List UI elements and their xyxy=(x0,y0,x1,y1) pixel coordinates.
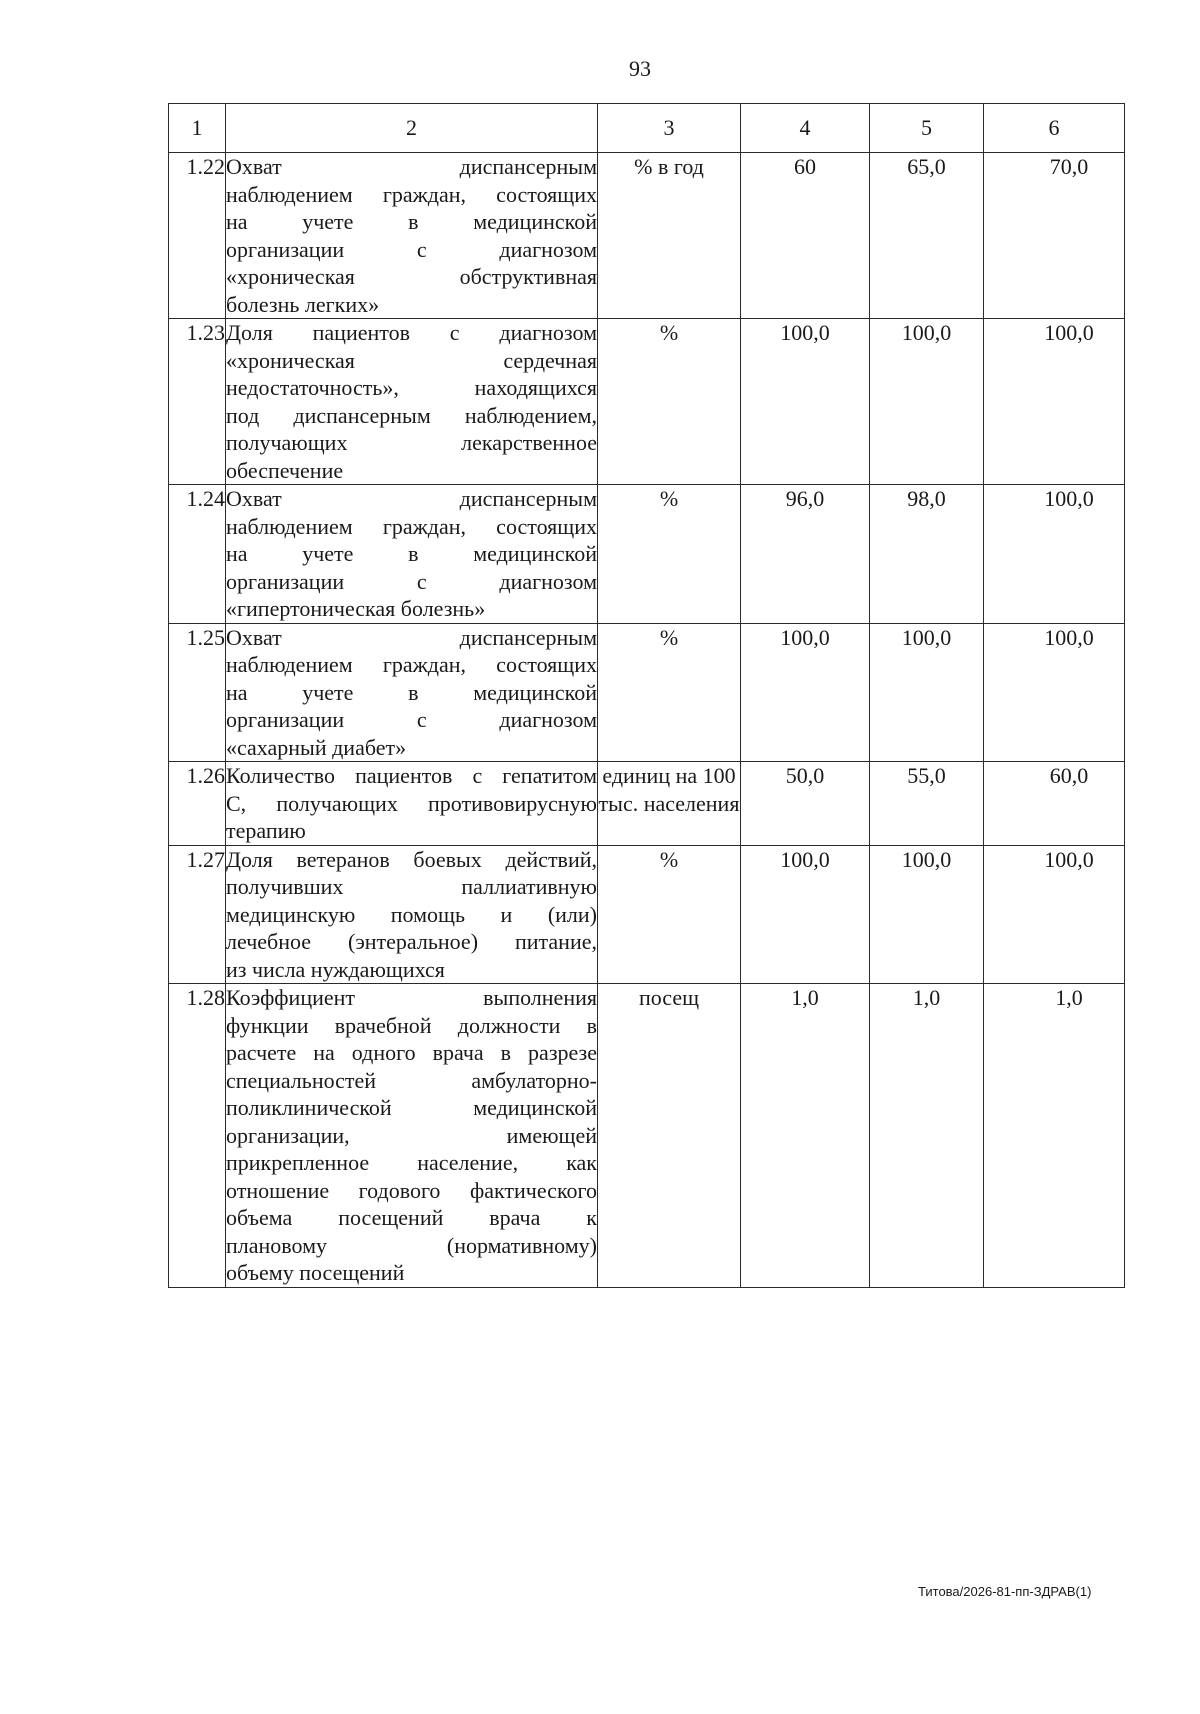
indicator-name-line: на учете в медицинской xyxy=(226,209,597,234)
row-number: 1.22 xyxy=(169,153,226,319)
unit-of-measure: % в год xyxy=(598,153,741,319)
indicator-name-line: наблюдением граждан, состоящих xyxy=(226,513,597,539)
indicator-name-line: Коэффициент выполнения xyxy=(226,985,597,1010)
table-row xyxy=(169,485,1125,624)
row-number: 1.25 xyxy=(169,623,226,762)
indicator-name-line: специальностей амбулаторно- xyxy=(226,1067,597,1093)
value-v4: 100,0 xyxy=(741,319,870,485)
indicator-name-line: Охват диспансерным xyxy=(226,154,597,179)
page-number: 93 xyxy=(629,56,651,81)
indicator-name-line: поликлинической медицинской xyxy=(226,1095,597,1120)
indicator-name-line: «хроническая сердечная xyxy=(226,347,597,373)
indicator-name-line: прикрепленное население, как xyxy=(226,1150,597,1175)
indicator-name-line: Количество пациентов с гепатитом xyxy=(226,763,597,788)
indicator-name-line: расчете на одного врача в разрезе xyxy=(226,1040,597,1065)
row-number: 1.23 xyxy=(169,319,226,485)
unit-of-measure: единиц на 100 тыс. населения xyxy=(598,762,741,846)
header-cell: 5 xyxy=(870,104,984,153)
indicator-name-line: «сахарный диабет» xyxy=(226,734,407,760)
header-cell: 1 xyxy=(169,104,226,153)
table-row xyxy=(169,845,1125,984)
indicator-name-line: болезнь легких» xyxy=(226,291,380,317)
value-v5: 100,0 xyxy=(870,623,984,762)
indicator-name xyxy=(226,319,598,485)
indicator-name-line: Охват диспансерным xyxy=(226,624,597,650)
unit-of-measure: % xyxy=(598,623,741,762)
indicator-name-line: получающих лекарственное xyxy=(226,430,597,455)
value-v4: 50,0 xyxy=(741,762,870,846)
indicator-name-line: «гипертоническая болезнь» xyxy=(226,596,486,621)
value-v5: 1,0 xyxy=(870,984,984,1288)
value-v5: 100,0 xyxy=(870,845,984,984)
indicator-name xyxy=(226,762,598,846)
value-v4: 100,0 xyxy=(741,623,870,762)
value-v6: 1,0 xyxy=(984,984,1125,1288)
table-row xyxy=(169,762,1125,846)
indicator-name-line: С, получающих противовирусную xyxy=(226,790,597,816)
table-row xyxy=(169,984,1125,1288)
indicator-name-line: на учете в медицинской xyxy=(226,679,597,705)
row-number: 1.27 xyxy=(169,845,226,984)
unit-of-measure: % xyxy=(598,319,741,485)
indicator-name xyxy=(226,485,598,624)
value-v6: 100,0 xyxy=(984,319,1125,485)
indicator-name-line: плановому (нормативному) xyxy=(226,1232,597,1258)
indicator-name-line: из числа нуждающихся xyxy=(226,956,445,982)
indicator-name-line: Доля ветеранов боевых действий, xyxy=(226,846,597,872)
indicator-name-line: отношение годового фактического xyxy=(226,1177,597,1203)
table-row xyxy=(169,623,1125,762)
value-v5: 55,0 xyxy=(870,762,984,846)
indicator-name-line: обеспечение xyxy=(226,457,344,483)
unit-of-measure: % xyxy=(598,845,741,984)
value-v6: 100,0 xyxy=(984,623,1125,762)
indicator-name-line: наблюдением граждан, состоящих xyxy=(226,181,597,207)
indicator-name-line: терапию xyxy=(226,818,306,843)
indicator-name xyxy=(226,984,598,1288)
value-v4: 100,0 xyxy=(741,845,870,984)
indicator-name-line: медицинскую помощь и (или) xyxy=(226,901,597,927)
indicator-name xyxy=(226,153,598,319)
value-v4: 96,0 xyxy=(741,485,870,624)
header-cell: 2 xyxy=(226,104,598,153)
indicator-name-line: лечебное (энтеральное) питание, xyxy=(226,929,597,954)
header-cell: 4 xyxy=(741,104,870,153)
value-v5: 98,0 xyxy=(870,485,984,624)
unit-of-measure: % xyxy=(598,485,741,624)
indicator-name-line: под диспансерным наблюдением, xyxy=(226,402,597,428)
value-v6: 60,0 xyxy=(984,762,1125,846)
value-v6: 100,0 xyxy=(984,485,1125,624)
indicator-name-line: Доля пациентов с диагнозом xyxy=(226,320,597,345)
value-v4: 1,0 xyxy=(741,984,870,1288)
document-code: Титова/2026-81-пп-ЗДРАВ(1) xyxy=(918,1584,1092,1599)
indicator-name-line: получивших паллиативную xyxy=(226,874,597,899)
indicator-name-line: Охват диспансерным xyxy=(226,486,597,511)
indicators-table xyxy=(168,103,1125,1288)
indicator-name xyxy=(226,845,598,984)
table-row xyxy=(169,153,1125,319)
value-v5: 65,0 xyxy=(870,153,984,319)
table-row xyxy=(169,319,1125,485)
row-number: 1.28 xyxy=(169,984,226,1288)
header-cell: 3 xyxy=(598,104,741,153)
value-v6: 100,0 xyxy=(984,845,1125,984)
indicator-name-line: наблюдением граждан, состоящих xyxy=(226,652,597,677)
indicator-name-line: на учете в медицинской xyxy=(226,541,597,566)
value-v5: 100,0 xyxy=(870,319,984,485)
row-number: 1.24 xyxy=(169,485,226,624)
indicator-name-line: организации с диагнозом xyxy=(226,707,597,732)
indicator-name-line: недостаточность», находящихся xyxy=(226,375,597,400)
unit-of-measure: посещ xyxy=(598,984,741,1288)
indicator-name-line: «хроническая обструктивная xyxy=(226,264,597,289)
value-v6: 70,0 xyxy=(984,153,1125,319)
indicator-name-line: организации с диагнозом xyxy=(226,236,597,262)
indicator-name-line: объему посещений xyxy=(226,1260,405,1285)
row-number: 1.26 xyxy=(169,762,226,846)
indicator-name xyxy=(226,623,598,762)
header-row xyxy=(169,104,1125,153)
header-cell: 6 xyxy=(984,104,1125,153)
indicator-name-line: организации с диагнозом xyxy=(226,568,597,594)
indicator-name-line: объема посещений врача к xyxy=(226,1205,597,1230)
indicator-name-line: функции врачебной должности в xyxy=(226,1012,597,1038)
indicator-name-line: организации, имеющей xyxy=(226,1122,597,1148)
value-v4: 60 xyxy=(741,153,870,319)
